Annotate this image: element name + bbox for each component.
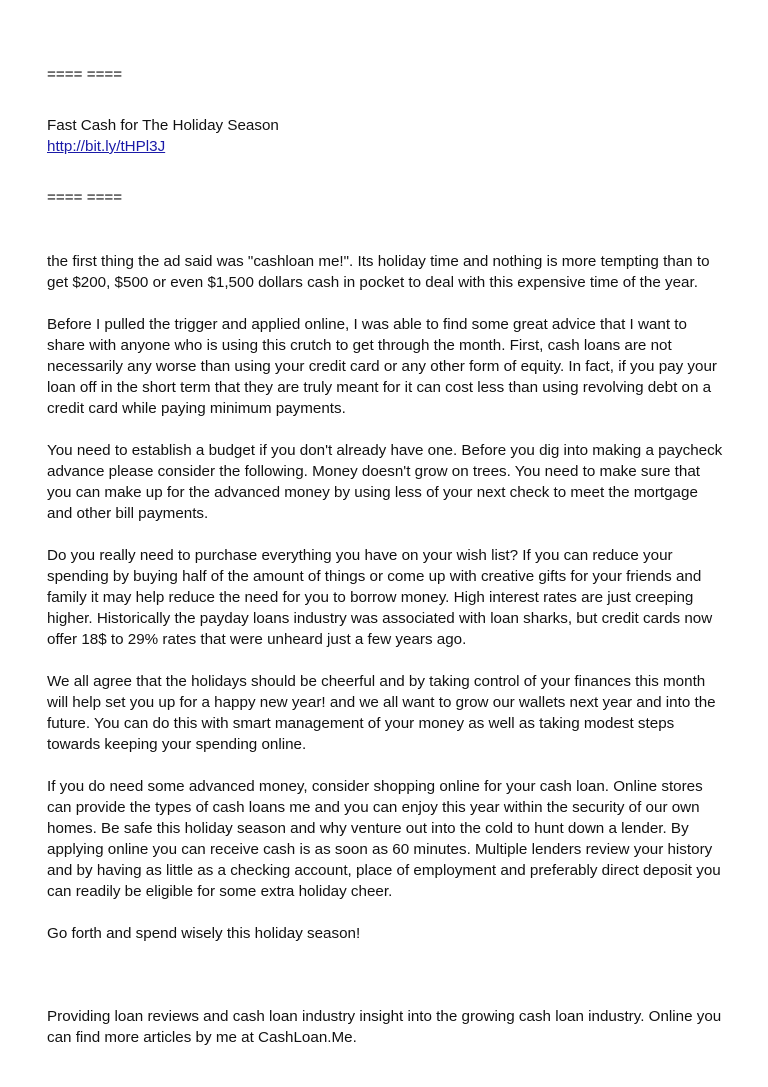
article-body: [47, 251, 727, 944]
paragraph: If you do need some advanced money, consider shopping online for your cash loan. Online stores can provide the types of cash loans me and you can enjoy this year within the security of our own homes. Be safe this holiday season and why venture out into the cold to hunt down a lender. By applying online you can receive cash is as soon as 60 minutes. Multiple lenders review your history and by having as little as a checking account, place of employment and preferably direct deposit you can readily be eligible for some extra holiday cheer.: [47, 778, 721, 900]
document-page: [47, 64, 727, 1048]
paragraph: Before I pulled the trigger and applied online, I was able to find some great advice that I want to share with anyone who is using this crutch to get through the month. First, cash loans are not necessarily any worse than using your credit card or any other form of equity. In fact, if you pay your loan off in the short term that they are truly meant for it can cost less than using revolving debt on a credit card while paying minimum payments.: [47, 316, 717, 417]
title-block: [47, 115, 727, 157]
paragraph: Do you really need to purchase everything you have on your wish list? If you can reduce your spending by buying half of the amount of things or come up with creative gifts for your friends and family it may help reduce the need for you to borrow money. High interest rates are just creeping higher. Historically the payday loans industry was associated with loan sharks, but credit cards now offer 18$ to 29% rates that were unheard just a few years ago.: [47, 547, 713, 648]
author-bio: Providing loan reviews and cash loan industry insight into the growing cash loan industry. Online you can find more articles by me at CashLoan.Me.: [47, 1008, 722, 1046]
paragraph: the first thing the ad said was "cashloan me!". Its holiday time and nothing is more tempting than to get $200, $500 or even $1,500 dollars cash in pocket to deal with this expensive time of the year.: [47, 253, 710, 291]
separator-top: ==== ====: [47, 66, 123, 83]
article-link[interactable]: http://bit.ly/tHPl3J: [47, 138, 166, 155]
paragraph: We all agree that the holidays should be cheerful and by taking control of your finances this month will help set you up for a happy new year! and we all want to grow our wallets next year and into the future. You can do this with smart management of your money as well as taking modest steps towards keeping your spending online.: [47, 673, 716, 753]
paragraph: You need to establish a budget if you don't already have one. Before you dig into making a paycheck advance please consider the following. Money doesn't grow on trees. You need to make sure that you can make up for the advanced money by using less of your next check to meet the mortgage and other bill payments.: [47, 442, 723, 522]
article-title: Fast Cash for The Holiday Season: [47, 117, 279, 134]
closing-line: Go forth and spend wisely this holiday season!: [47, 925, 361, 942]
separator-bottom: ==== ====: [47, 189, 123, 206]
